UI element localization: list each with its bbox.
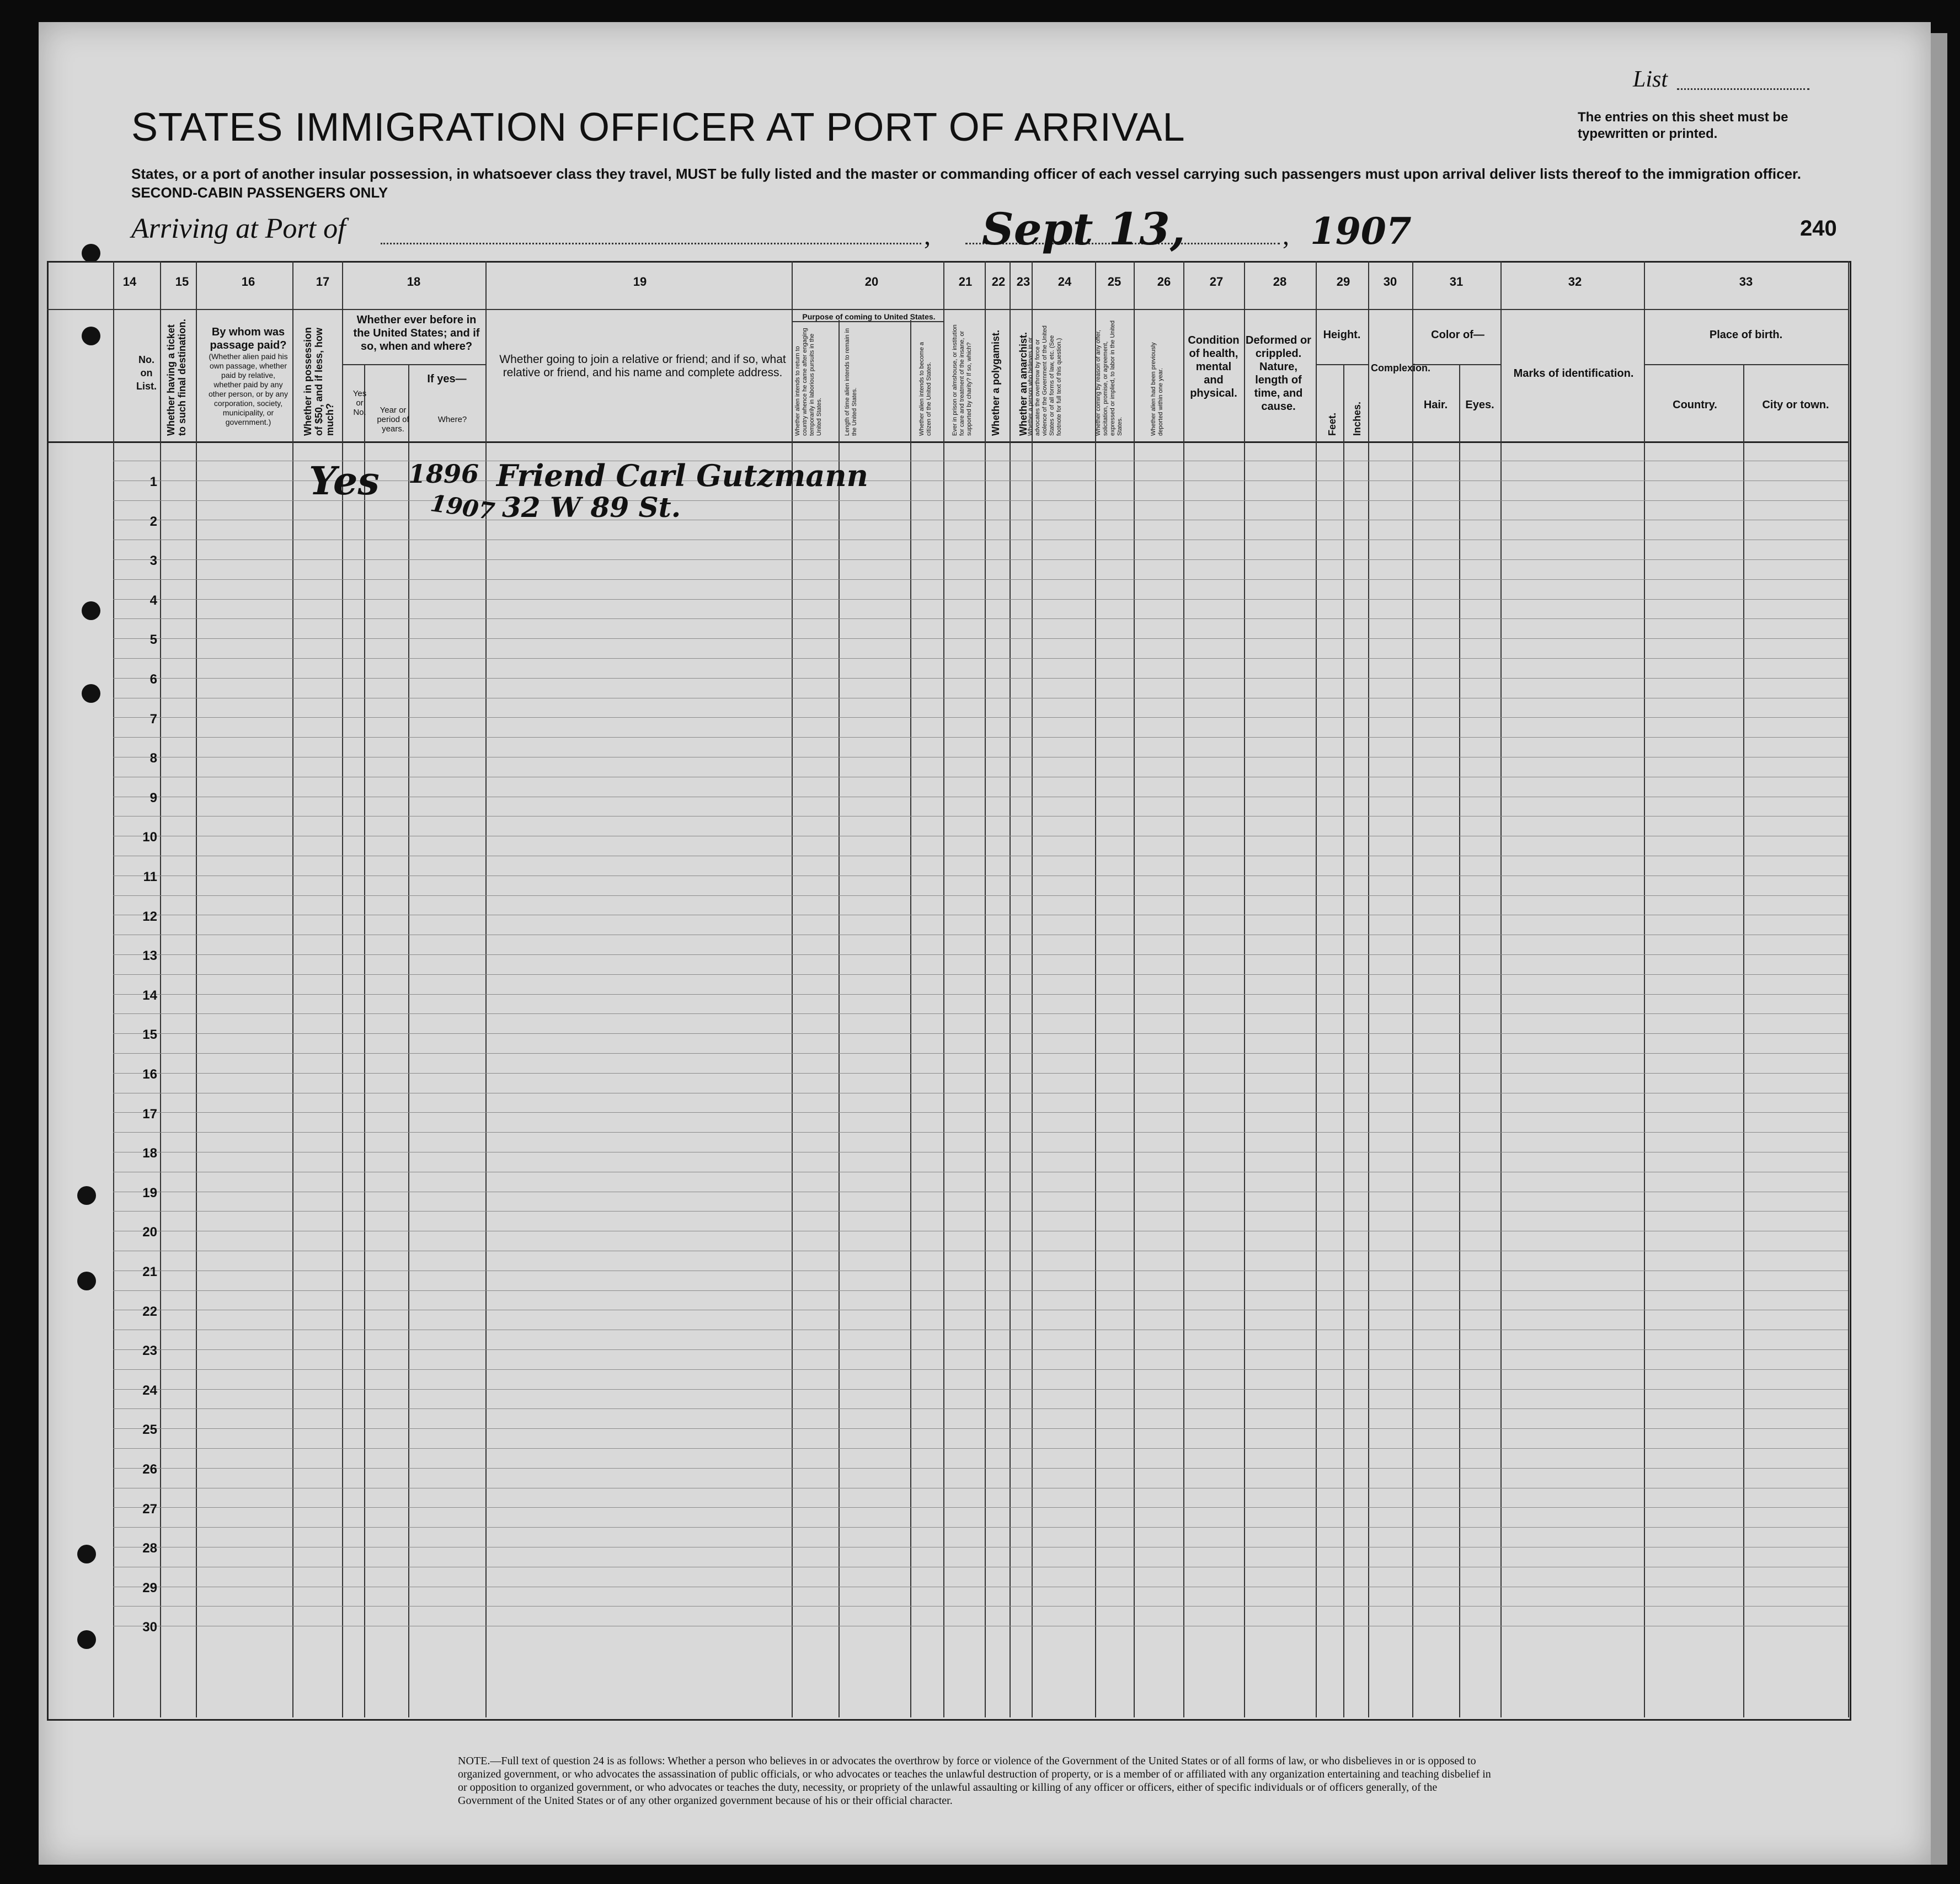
column-rule [1244, 261, 1245, 1717]
row-rule [113, 1132, 1848, 1133]
col22-header: Whether a polygamist. [990, 329, 1001, 436]
col14-header: No. on List. [136, 354, 157, 392]
row-number: 1 [149, 474, 157, 490]
column-number: 20 [864, 275, 879, 289]
column-rule [1459, 364, 1460, 1717]
row-number: 27 [142, 1501, 157, 1517]
col29-feet: Feet. [1327, 412, 1338, 436]
row-number: 17 [142, 1106, 157, 1122]
row-number: 12 [142, 909, 157, 924]
column-rule [160, 261, 161, 1717]
comma: , [1283, 221, 1289, 250]
row-rule [113, 1428, 1848, 1429]
column-rule [292, 261, 293, 1717]
col20c-header: Whether alien intends to become a citizen of the United States. [918, 342, 932, 436]
handwritten-date: Sept 13, [982, 203, 1185, 255]
row-number: 3 [149, 553, 157, 569]
column-rule [1848, 261, 1849, 1717]
row-number: 14 [142, 988, 157, 1003]
page-number: 240 [1800, 216, 1837, 241]
subheader-rule [1644, 364, 1848, 365]
row1-yes-entry: Yes [309, 458, 380, 504]
column-rule [485, 261, 487, 1717]
col19-header: Whether going to join a relative or friend; and if so, what relative or friend, and his name and complete address. [499, 353, 786, 379]
col18-where: Where? [437, 415, 467, 424]
handwritten-year: 1907 [1310, 210, 1412, 253]
column-rule [1343, 364, 1344, 1717]
col33-city: City or town. [1762, 399, 1829, 411]
row-number: 16 [142, 1067, 157, 1082]
row-rule [113, 618, 1848, 619]
column-rule [943, 261, 944, 1717]
column-rule [1010, 261, 1011, 1717]
col31-header: Color of— [1431, 329, 1484, 341]
column-rule [1743, 364, 1744, 1717]
column-rule [985, 261, 986, 1717]
column-rule [1644, 261, 1645, 1717]
column-number: 19 [633, 275, 647, 289]
column-number: 15 [175, 275, 189, 289]
col33-country: Country. [1673, 399, 1717, 411]
row-rule [113, 1369, 1848, 1370]
row-rule [113, 1013, 1848, 1014]
column-number: 31 [1449, 275, 1464, 289]
row-number: 23 [142, 1343, 157, 1359]
row-number: 19 [142, 1185, 157, 1200]
list-label: List [1633, 67, 1668, 92]
intro-text [131, 164, 1841, 202]
col18-ifyes: If yes— [427, 373, 467, 385]
column-rule [1183, 261, 1184, 1717]
column-rule [113, 261, 114, 1717]
column-rule [1412, 261, 1413, 1717]
column-number: 14 [122, 275, 137, 289]
col18-header: Whether ever before in the United States; and if so, when and where? [353, 314, 480, 353]
row-number: 21 [142, 1264, 157, 1280]
col15-header: Whether having a ticket to such final destination. [165, 318, 188, 436]
col21-header: Ever in prison or almshouse, or institution for care and treatment of the insane, or supported by charity? If so, which? [952, 324, 973, 436]
column-number: 16 [241, 275, 255, 289]
col20b-header: Length of time alien intends to remain in the United States. [844, 328, 858, 436]
column-rule [1032, 261, 1033, 1717]
column-rule [1095, 261, 1096, 1717]
row-rule [113, 599, 1848, 600]
col29-header: Height. [1323, 329, 1361, 341]
column-rule [1316, 261, 1317, 1717]
row-number: 22 [142, 1304, 157, 1319]
column-number: 28 [1273, 275, 1287, 289]
row-number: 20 [142, 1225, 157, 1240]
row1-address-entry: 32 W 89 St. [502, 491, 681, 524]
col17-header: Whether in possession of $50, and if less, how much? [302, 327, 335, 436]
row-rule [113, 1389, 1848, 1390]
row-number: 8 [149, 751, 157, 766]
row-number: 7 [149, 711, 157, 727]
col18-year: Year or period of years. [377, 405, 409, 434]
column-rule [196, 261, 197, 1717]
row-rule [113, 658, 1848, 659]
col28-header: Deformed or crippled. Nature, length of time, and cause. [1246, 334, 1311, 413]
column-rule [408, 364, 409, 1717]
row-rule [113, 1527, 1848, 1528]
row-number: 24 [142, 1383, 157, 1398]
row-rule [113, 1468, 1848, 1469]
column-number: 29 [1336, 275, 1350, 289]
row-rule [113, 579, 1848, 580]
row-rule [113, 1112, 1848, 1113]
row-rule [113, 1606, 1848, 1607]
row-rule [113, 559, 1848, 560]
header-bottom-rule [47, 441, 1848, 443]
column-number: 26 [1157, 275, 1171, 289]
subheader-rule [342, 364, 485, 365]
col16-header [207, 325, 290, 427]
row-rule [113, 1507, 1848, 1508]
row-rule [113, 994, 1848, 995]
col32-header: Marks of identification. [1513, 367, 1634, 380]
row-rule [113, 974, 1848, 975]
footnote: NOTE.—Full text of question 24 is as follows: Whether a person who believes in or advocates the overthrow by force or violence of the Government of the United States or of all forms of law, or who disbelieves in or is opposed to organized government, or who advocates the assassination of public officials, or who advocates or teaches the unlawful destruction of property, or is a member of or affiliated with any organization entertaining and teaching disbelief in or opposition to organized government, or who advocates or teaches the duty, necessity, or propriety of the unlawful assaulting or killing of any officer or officers, either of specific individuals or of officers generally, of the Government of the United States or of any other organized government because of his or their official character. [458, 1755, 1491, 1807]
column-number: 33 [1739, 275, 1753, 289]
col29-inches: Inches. [1352, 401, 1363, 436]
row-rule [113, 1053, 1848, 1054]
arriving-label: Arriving at Port of [131, 213, 346, 244]
row-rule [113, 954, 1848, 955]
col24-header: Whether a person who believes in or advocates the overthrow by force or violence of the Government of the United States or of all forms of law, etc. (See footnote for full text of this question.) [1027, 325, 1062, 436]
row-number: 26 [142, 1462, 157, 1477]
row-number: 28 [142, 1541, 157, 1556]
row-rule [113, 717, 1848, 718]
row-rule [113, 1349, 1848, 1350]
col16-title: By whom was passage paid? [210, 326, 287, 351]
list-number-line [1677, 88, 1809, 90]
column-number: 18 [407, 275, 421, 289]
column-number: 17 [316, 275, 330, 289]
col33-header: Place of birth. [1709, 329, 1783, 341]
col23-header: Whether an anarchist. [1018, 332, 1029, 436]
row-number: 2 [149, 514, 157, 529]
row-number: 11 [143, 869, 157, 885]
col25-header: Whether coming by reason of any offer, solicitation, promise, or agreement, expressed or implied, to labor in the United States. [1095, 320, 1123, 436]
header-rule [47, 309, 1848, 310]
row-rule [113, 1408, 1848, 1409]
col20a-header: Whether alien intends to return to country whence he came after engaging temporarily in laborious pursuits in the United States. [794, 328, 823, 436]
column-number: 32 [1568, 275, 1582, 289]
row-number: 18 [142, 1146, 157, 1161]
row1-year2-entry: 1907 [429, 489, 496, 525]
row-number: 29 [142, 1580, 157, 1595]
column-rule [1368, 261, 1369, 1717]
page-title: STATES IMMIGRATION OFFICER AT PORT OF ARRIVAL [131, 105, 1185, 150]
row-rule [113, 1448, 1848, 1449]
col27-header: Condition of health, mental and physical. [1188, 334, 1240, 399]
row-number: 6 [149, 672, 157, 687]
column-rule [364, 364, 365, 1717]
row-rule [113, 1073, 1848, 1074]
comma: , [924, 221, 931, 250]
row-number: 15 [142, 1027, 157, 1043]
column-number: 25 [1107, 275, 1121, 289]
row-number: 5 [149, 632, 157, 648]
row-number: 25 [142, 1422, 157, 1438]
column-number: 22 [991, 275, 1006, 289]
row-rule [113, 1290, 1848, 1291]
column-rule [1134, 261, 1135, 1717]
col31-hair: Hair. [1423, 399, 1448, 411]
column-number: 27 [1209, 275, 1224, 289]
row-rule [113, 638, 1848, 639]
row-rule [113, 678, 1848, 679]
col30-header: Complexion. [1371, 362, 1431, 373]
class-label: SECOND-CABIN PASSENGERS ONLY [131, 184, 388, 201]
intro-paragraph: States, or a port of another insular possession, in whatsoever class they travel, MUST be fully listed and the master or commanding officer of each vessel carrying such passengers must upon arrival deliver lists thereof to the immigration officer. [131, 166, 1801, 182]
row-rule [113, 1033, 1848, 1034]
row1-year-entry: 1896 [408, 459, 479, 489]
column-number: 21 [958, 275, 973, 289]
row-number: 30 [142, 1620, 157, 1635]
entries-note: The entries on this sheet must be typewritten or printed. [1578, 110, 1788, 141]
col20-header: Purpose of coming to United States. [802, 312, 936, 321]
row-number: 9 [149, 790, 157, 805]
column-number: 23 [1016, 275, 1030, 289]
port-line [381, 243, 921, 244]
col16-note: (Whether alien paid his own passage, whether paid by relative, whether paid by any other person, or by any corporation, society, municipality, or government.) [209, 352, 288, 426]
row-rule [113, 737, 1848, 738]
column-number: 30 [1383, 275, 1397, 289]
column-rule [1500, 261, 1502, 1717]
column-number: 24 [1058, 275, 1072, 289]
row-number: 10 [142, 830, 157, 845]
row1-relative-entry: Friend Carl Gutzmann [496, 458, 868, 493]
row-rule [113, 895, 1848, 896]
col18-yesno: Yes or No. [353, 389, 367, 417]
row-number: 13 [142, 948, 157, 964]
col31-eyes: Eyes. [1465, 399, 1494, 411]
col26-header: Whether alien had been previously deported within one year. [1150, 342, 1164, 436]
binder-hole [82, 244, 100, 263]
row-number: 4 [149, 593, 157, 608]
